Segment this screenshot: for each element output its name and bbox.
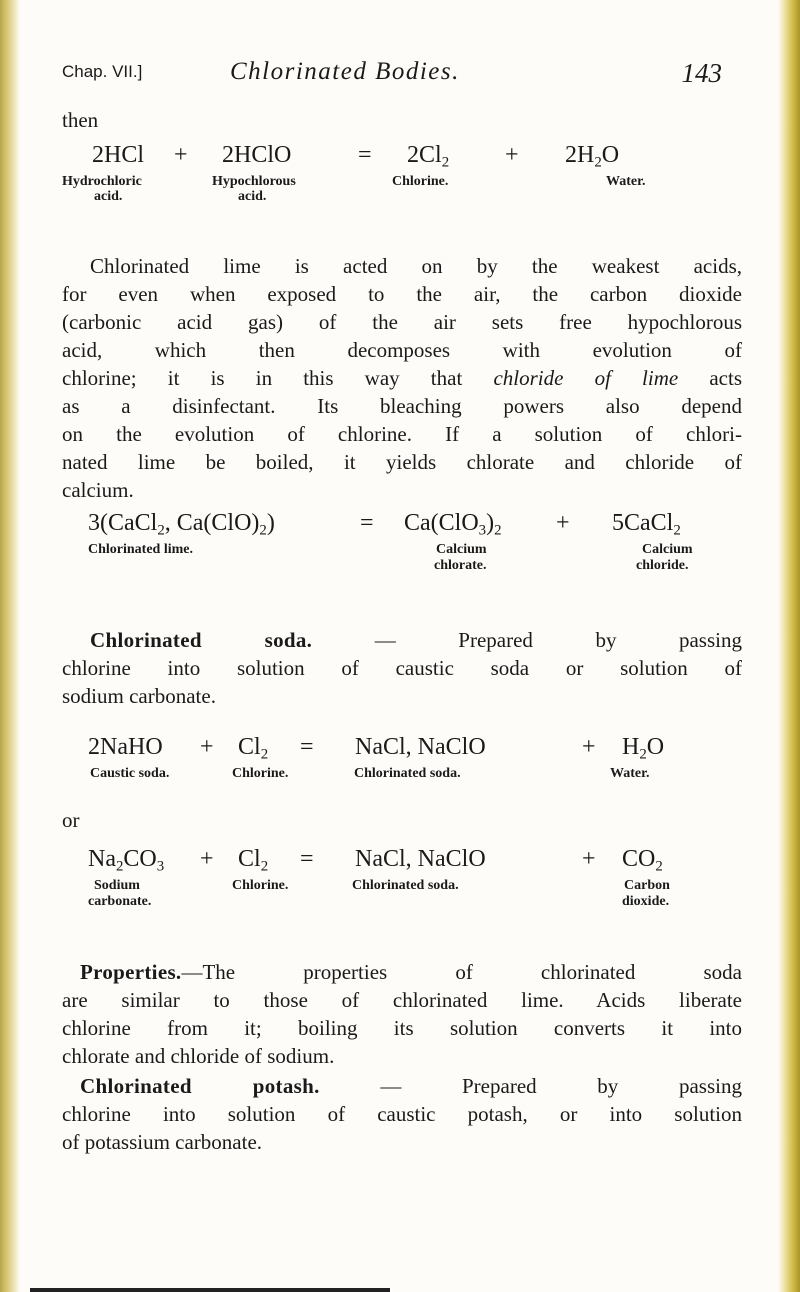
label: Chlorinated soda. bbox=[354, 766, 461, 781]
formula: 3(CaCl$_2$, $Ca(ClO)_2$) bbox=[88, 510, 275, 539]
label: acid. bbox=[238, 189, 267, 204]
label: acid. bbox=[94, 189, 123, 204]
plus-sign: + bbox=[505, 142, 519, 168]
equals-sign: = bbox=[360, 510, 374, 536]
formula: $Na_2CO_3$ bbox=[88, 846, 165, 875]
formula: $Ca(ClO_3)_2$ bbox=[404, 510, 502, 539]
page-bottom-edge bbox=[30, 1288, 390, 1292]
formula: $H_2O$ bbox=[622, 734, 665, 763]
equals-sign: = bbox=[300, 846, 314, 872]
running-header bbox=[62, 58, 740, 88]
formula: $Cl_2$ bbox=[238, 846, 269, 875]
formula: 2NaHO bbox=[88, 734, 163, 760]
plus-sign: + bbox=[582, 734, 596, 760]
running-title: Chlorinated Bodies. bbox=[230, 58, 460, 85]
label: Sodium bbox=[94, 878, 140, 893]
label: Carbon bbox=[624, 878, 670, 893]
formula: NaCl, NaClO bbox=[355, 846, 486, 872]
text-line: Chlorinated soda. — Prepared by passing bbox=[90, 628, 742, 652]
formula: $2Cl_2$ bbox=[407, 142, 450, 171]
text-line: chlorine from it; boiling its solution converts it into bbox=[62, 1016, 742, 1040]
plus-sign: + bbox=[556, 510, 570, 536]
label: chlorate. bbox=[434, 558, 487, 573]
label: dioxide. bbox=[622, 894, 670, 909]
label: Chlorine. bbox=[232, 766, 289, 781]
plus-sign: + bbox=[582, 846, 596, 872]
section-heading: Properties. bbox=[80, 960, 182, 984]
paragraph-chlorinated-lime bbox=[62, 252, 742, 504]
label: Chlorine. bbox=[392, 174, 449, 189]
paragraph-chlorinated-soda bbox=[62, 626, 742, 710]
plus-sign: + bbox=[200, 846, 214, 872]
text-line: chlorine into solution of caustic soda or solution of bbox=[62, 656, 742, 680]
label: Chlorinated lime. bbox=[88, 542, 193, 557]
text-line: chlorine into solution of caustic potash, or into solution bbox=[62, 1102, 742, 1126]
text-line: of potassium carbonate. bbox=[62, 1130, 263, 1154]
page-edge-left bbox=[0, 0, 20, 1292]
page-number: 143 bbox=[681, 58, 722, 88]
section-heading: Chlorinated soda. bbox=[90, 628, 313, 652]
formula: NaCl, NaClO bbox=[355, 734, 486, 760]
text-line: Chlorinated lime is acted on by the weakest acids, bbox=[90, 254, 742, 278]
text-line: chlorine; it is in this way that chloride of lime acts bbox=[62, 366, 743, 390]
chapter-label: Chap. VII.] bbox=[62, 62, 143, 81]
text-line: sodium carbonate. bbox=[62, 684, 216, 708]
text-line: chlorate and chloride of sodium. bbox=[62, 1044, 335, 1068]
label: Caustic soda. bbox=[90, 766, 170, 781]
text-line: as a disinfectant. Its bleaching powers also depend bbox=[62, 394, 742, 418]
label: Chlorinated soda. bbox=[352, 878, 459, 893]
section-heading: Chlorinated potash. bbox=[80, 1074, 320, 1098]
formula: 2HClO bbox=[222, 142, 292, 168]
label: Water. bbox=[606, 174, 646, 189]
formula: $Cl_2$ bbox=[238, 734, 269, 763]
text-line: acid, which then decomposes with evolution of bbox=[62, 338, 742, 362]
label: carbonate. bbox=[88, 894, 152, 909]
label: Hydrochloric bbox=[62, 174, 142, 189]
label: Water. bbox=[610, 766, 650, 781]
paragraph-properties bbox=[62, 958, 742, 1070]
plus-sign: + bbox=[174, 142, 188, 168]
intro-word: then bbox=[62, 108, 99, 132]
text-line: are similar to those of chlorinated lime. Acids liberate bbox=[62, 988, 742, 1012]
label: Chlorine. bbox=[232, 878, 289, 893]
text-line: on the evolution of chlorine. If a solution of chlori- bbox=[62, 422, 742, 446]
formula: 2HCl bbox=[92, 142, 145, 168]
formula: $CO_2$ bbox=[622, 846, 663, 875]
text-line: Chlorinated potash. — Prepared by passing bbox=[80, 1074, 742, 1098]
text-line: for even when exposed to the air, the carbon dioxide bbox=[62, 282, 742, 306]
equals-sign: = bbox=[358, 142, 372, 168]
text-line: (carbonic acid gas) of the air sets free hypochlorous bbox=[62, 310, 742, 334]
page-edge-right bbox=[778, 0, 800, 1292]
text-line: calcium. bbox=[62, 478, 134, 502]
plus-sign: + bbox=[200, 734, 214, 760]
equals-sign: = bbox=[300, 734, 314, 760]
text-line: Properties.—The properties of chlorinated soda bbox=[80, 960, 742, 984]
label: Calcium bbox=[642, 542, 693, 557]
text-line: nated lime be boiled, it yields chlorate and chloride of bbox=[62, 450, 742, 474]
paragraph-chlorinated-potash bbox=[62, 1072, 742, 1156]
formula: 5CaCl$_2$ bbox=[612, 510, 681, 539]
label: Calcium bbox=[436, 542, 487, 557]
or-word: or bbox=[62, 808, 80, 832]
label: Hypochlorous bbox=[212, 174, 296, 189]
formula: $2H_2O$ bbox=[565, 142, 620, 171]
label: chloride. bbox=[636, 558, 689, 573]
